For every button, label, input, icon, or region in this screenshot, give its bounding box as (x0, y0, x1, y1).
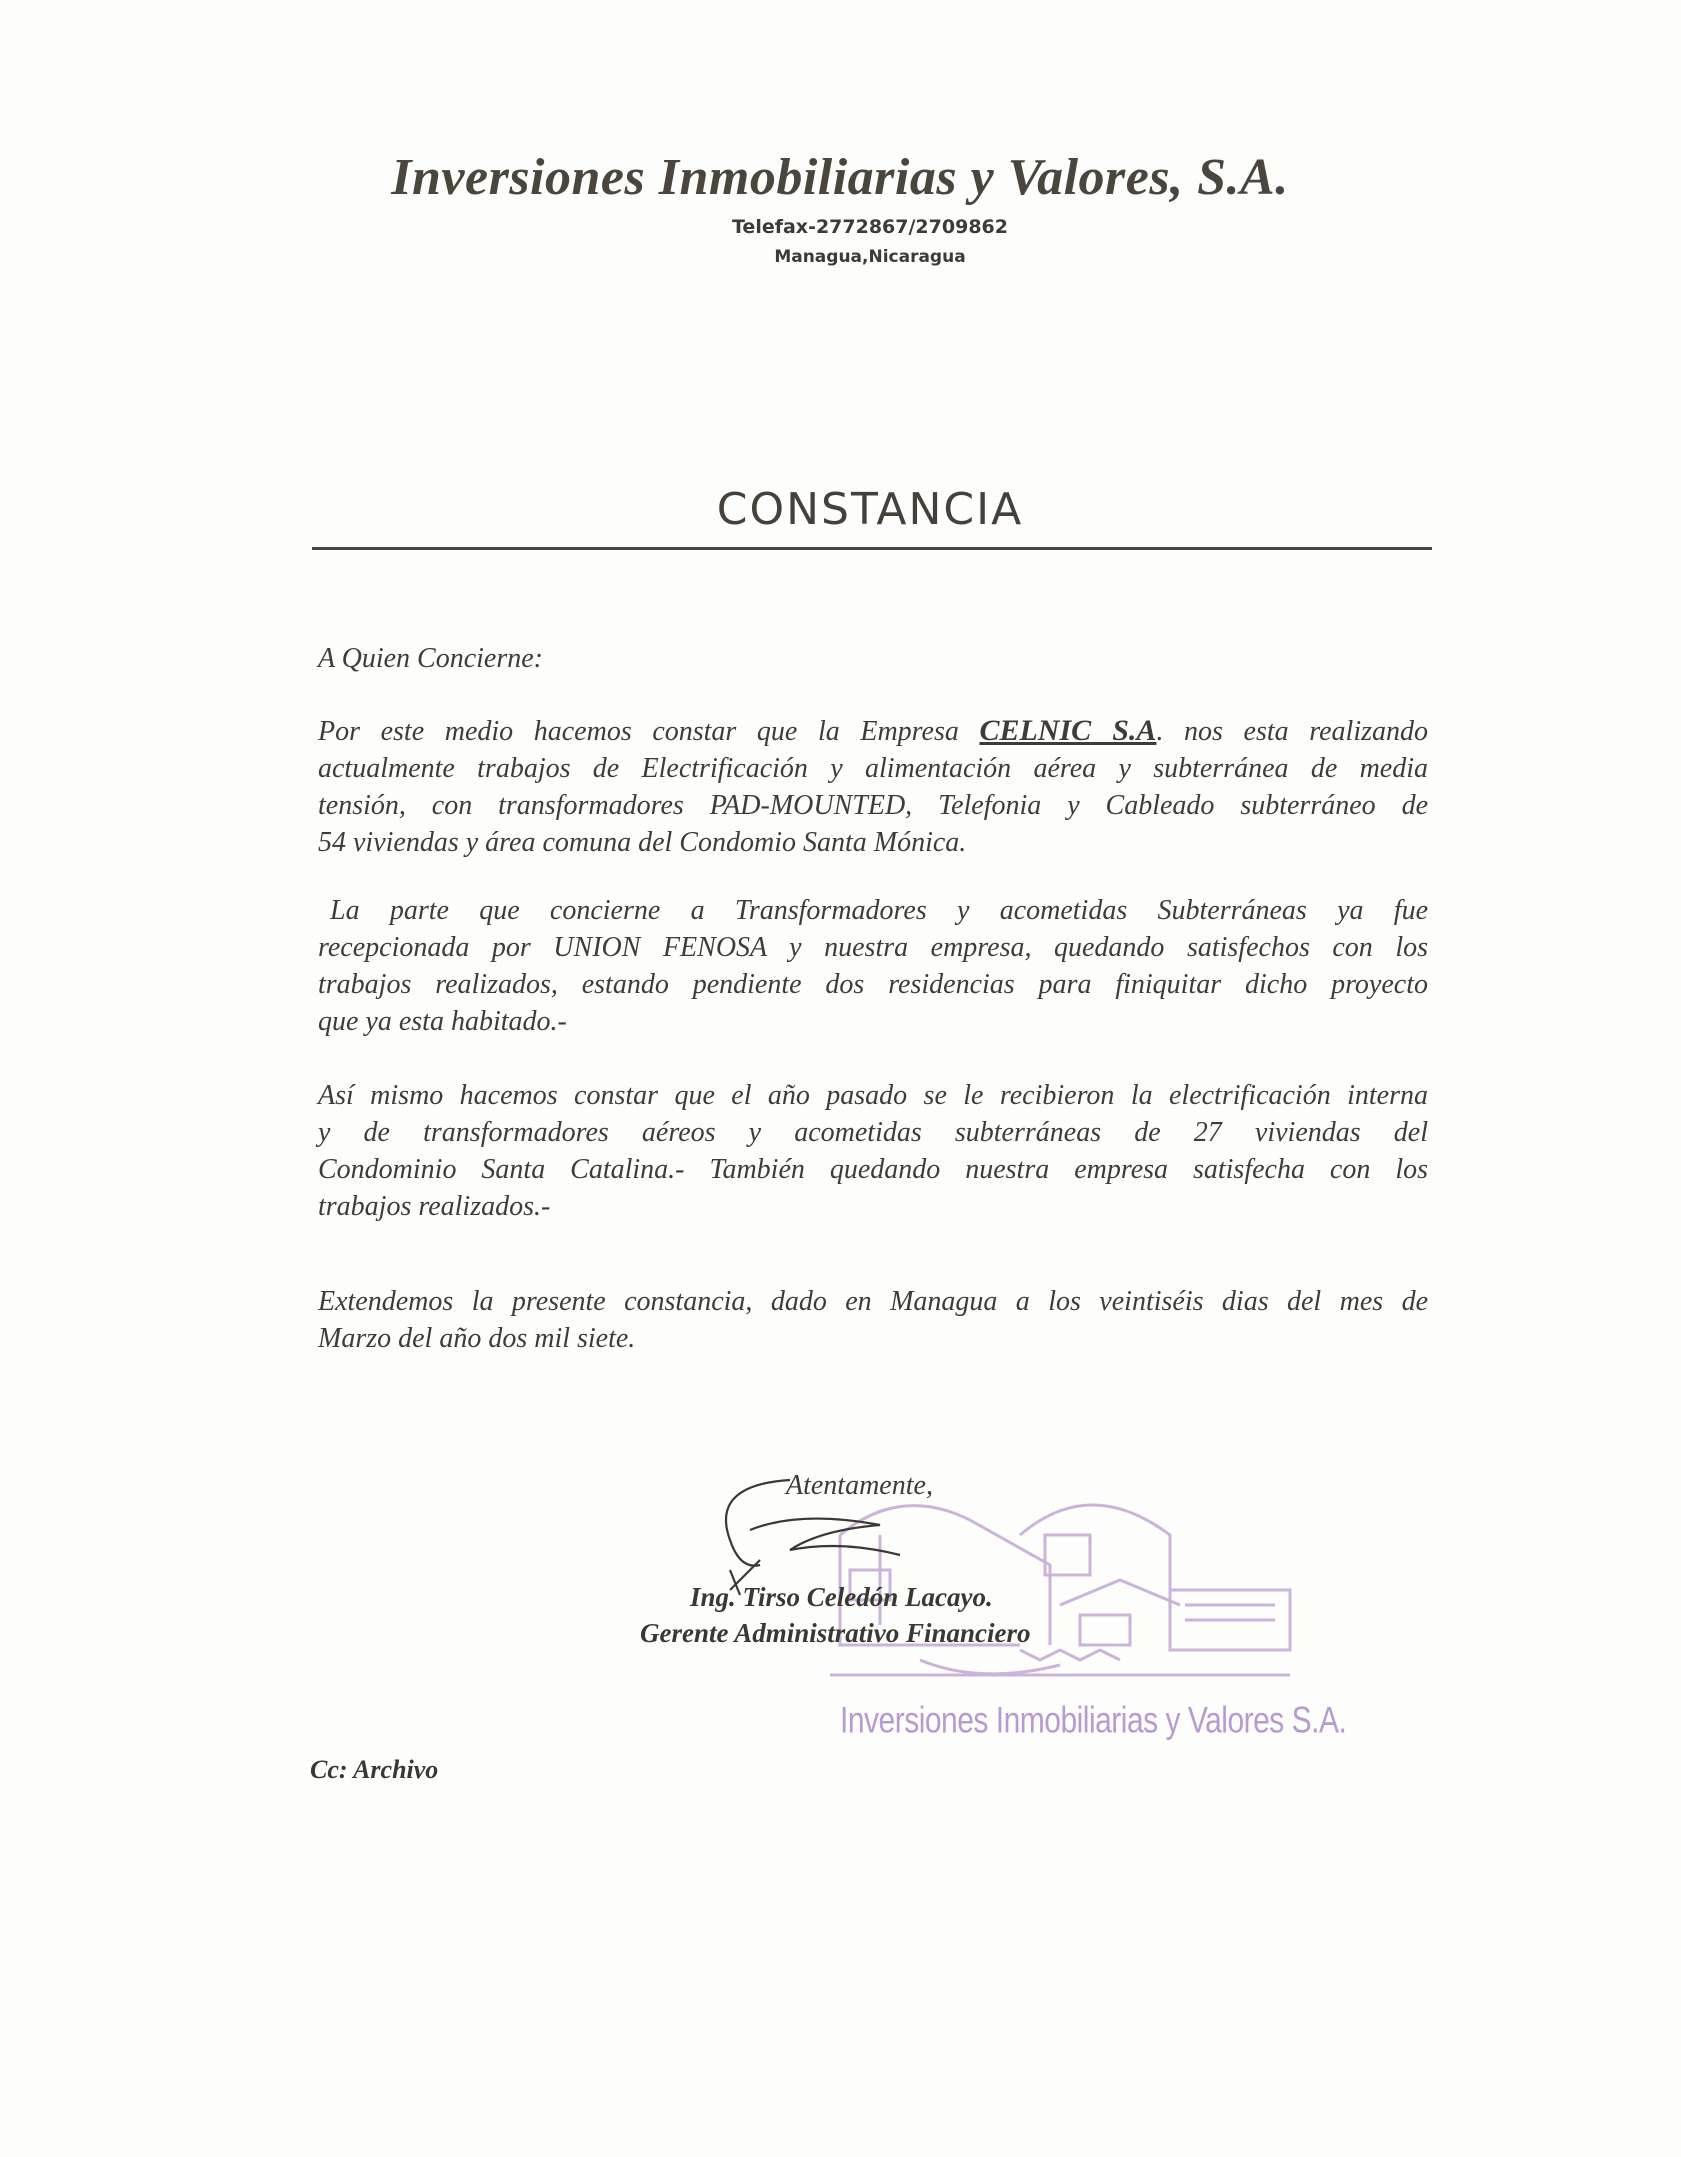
letterhead-company-name: Inversiones Inmobiliarias y Valores, S.A. (391, 149, 1289, 206)
paragraph-4-line-1: Extendemos la presente constancia, dado en Managua a los veintiséis dias del mes de (318, 1286, 1428, 1317)
paragraph-1-text-after: . nos esta realizando (1156, 716, 1428, 747)
paragraph-2 (318, 892, 1428, 1040)
contractor-company-name: CELNIC S.A (979, 714, 1157, 747)
paragraph-1-line-2: actualmente trabajos de Electrificación y alimentación aérea y subterránea de media (318, 753, 1428, 784)
salutation: A Quien Concierne: (318, 643, 543, 674)
closing: Atentamente, (786, 1470, 933, 1501)
paragraph-2-line-3: trabajos realizados, estando pendiente dos residencias para finiquitar dicho proyecto (318, 969, 1428, 1000)
title-divider (312, 547, 1432, 550)
stamp-text: Inversiones Inmobiliarias y Valores S.A. (840, 1700, 1347, 1742)
paragraph-2-line-1: La parte que concierne a Transformadores y acometidas Subterráneas ya fue (330, 895, 1428, 926)
paragraph-1-line-1 (318, 712, 1428, 750)
cc-line: Cc: Archivo (310, 1755, 439, 1784)
paragraph-4 (318, 1283, 1428, 1357)
paragraph-1 (318, 712, 1428, 861)
paragraph-1-line-3: tensión, con transformadores PAD-MOUNTED, Telefonia y Cableado subterráneo de (318, 790, 1428, 821)
letterhead-city: Managua,Nicaragua (774, 247, 966, 267)
paragraph-3-line-2: y de transformadores aéreos y acometidas subterráneas de 27 viviendas del (318, 1117, 1428, 1148)
document-title: CONSTANCIA (716, 484, 1024, 535)
paragraph-4-line-2: Marzo del año dos mil siete. (318, 1323, 636, 1354)
paragraph-2-line-2: recepcionada por UNION FENOSA y nuestra empresa, quedando satisfechos con los (318, 932, 1428, 963)
paragraph-3-line-3: Condominio Santa Catalina.- También quedando nuestra empresa satisfecha con los (318, 1154, 1428, 1185)
letterhead-phone: Telefax-2772867/2709862 (732, 216, 1008, 238)
signer-name: Ing. Tirso Celedón Lacayo. (690, 1582, 993, 1612)
paragraph-3 (318, 1077, 1428, 1225)
paragraph-1-line-4: 54 viviendas y área comuna del Condomio Santa Mónica. (318, 827, 967, 858)
paragraph-2-line-4: que ya esta habitado.- (318, 1006, 567, 1037)
paragraph-3-line-4: trabajos realizados.- (318, 1191, 551, 1222)
paragraph-1-text-before: Por este medio hacemos constar que la Empresa (318, 716, 980, 747)
signer-role: Gerente Administrativo Financiero (640, 1618, 1031, 1648)
paragraph-3-line-1: Así mismo hacemos constar que el año pasado se le recibieron la electrificación interna (318, 1080, 1428, 1111)
